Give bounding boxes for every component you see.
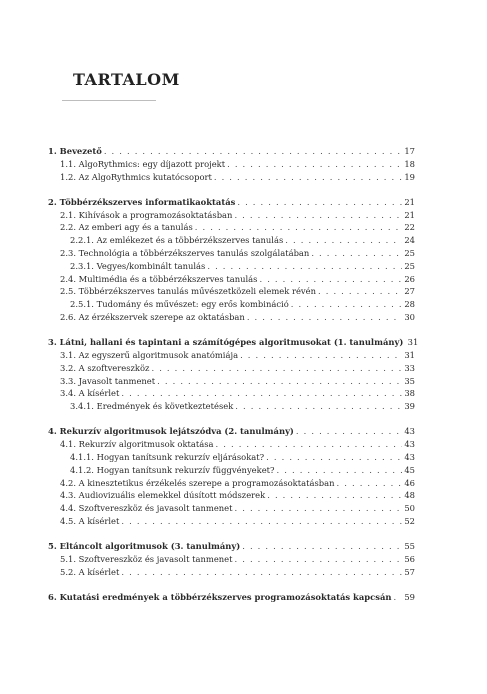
dot-leader xyxy=(157,375,402,388)
toc-subsection-entry[interactable] xyxy=(48,451,415,464)
toc-page-number: 31 xyxy=(404,349,415,360)
dot-leader xyxy=(237,196,402,209)
dot-leader xyxy=(240,349,402,362)
dot-leader xyxy=(311,247,402,260)
toc-page-number: 59 xyxy=(404,591,415,602)
dot-leader xyxy=(285,234,402,247)
toc-chapter-entry[interactable] xyxy=(48,196,415,209)
toc-page-number: 55 xyxy=(404,541,415,552)
dot-leader xyxy=(121,515,402,528)
dot-leader xyxy=(104,145,402,158)
toc-chapter-group xyxy=(48,145,415,183)
toc-page-number: 28 xyxy=(404,299,415,310)
toc-entry-label: 2.3.1. Vegyes/kombinált tanulás xyxy=(70,260,206,271)
toc-page-number: 43 xyxy=(404,439,415,450)
toc-chapter-group xyxy=(48,591,415,604)
toc-page-number: 25 xyxy=(404,247,415,258)
toc-page-number: 43 xyxy=(404,451,415,462)
toc-page-number: 39 xyxy=(404,401,415,412)
dot-leader xyxy=(235,553,403,566)
toc-section-entry[interactable] xyxy=(48,171,415,184)
toc-page-number: 25 xyxy=(404,260,415,271)
dot-leader xyxy=(318,285,402,298)
dot-leader xyxy=(242,540,402,553)
toc-page-number: 56 xyxy=(404,553,415,564)
toc-entry-label: 4.1.2. Hogyan tanítsunk rekurzív függvényeket? xyxy=(70,464,275,475)
toc-page-number: 17 xyxy=(404,146,415,156)
dot-leader xyxy=(267,489,402,502)
toc-section-entry[interactable] xyxy=(48,375,415,388)
toc-page-number: 21 xyxy=(404,209,415,220)
dot-leader xyxy=(266,451,402,464)
dot-leader xyxy=(235,400,402,413)
toc-subsection-entry[interactable] xyxy=(48,400,415,413)
dot-leader xyxy=(393,591,402,604)
page-title: TARTALOM xyxy=(73,70,180,89)
toc-chapter-group xyxy=(48,425,415,527)
toc-section-entry[interactable] xyxy=(48,247,415,260)
toc-section-entry[interactable] xyxy=(48,553,415,566)
toc-entry-label: 4.2. A kinesztetikus érzékelés szerepe a programozásoktatásban xyxy=(60,477,335,488)
toc-page-number: 27 xyxy=(404,286,415,297)
toc-entry-label: 2. Többérzékszerves informatikaoktatás xyxy=(48,196,236,207)
toc-page-number: 48 xyxy=(404,490,415,501)
toc-chapter-group xyxy=(48,540,415,578)
toc-page-number: 43 xyxy=(404,426,415,437)
toc-entry-label: 2.3. Technológia a többérzékszerves tanulás szolgálatában xyxy=(60,247,310,258)
toc-section-entry[interactable] xyxy=(48,311,415,324)
dot-leader xyxy=(234,209,402,222)
toc-subsection-entry[interactable] xyxy=(48,234,415,247)
toc-section-entry[interactable] xyxy=(48,158,415,171)
toc-entry-label: 4.5. A kísérlet xyxy=(60,515,120,526)
toc-entry-label: 3.1. Az egyszerű algoritmusok anatómiája xyxy=(60,349,239,360)
toc-entry-label: 2.6. Az érzékszervek szerepe az oktatásban xyxy=(60,311,245,322)
dot-leader xyxy=(235,502,403,515)
toc-entry-label: 1.2. Az AlgoRythmics kutatócsoport xyxy=(60,171,212,182)
toc-page-number: 26 xyxy=(404,273,415,284)
dot-leader xyxy=(259,273,402,286)
toc-entry-label: 4.3. Audiovizuális elemekkel dúsított módszerek xyxy=(60,490,266,501)
toc-entry-label: 3.2. A szoftvereszköz xyxy=(60,362,150,373)
toc-section-entry[interactable] xyxy=(48,387,415,400)
toc-subsection-entry[interactable] xyxy=(48,298,415,311)
toc-section-entry[interactable] xyxy=(48,362,415,375)
dot-leader xyxy=(214,171,402,184)
toc-entry-label: 2.2.1. Az emlékezet és a többérzékszerves tanulás xyxy=(70,235,284,246)
dot-leader xyxy=(247,311,402,324)
toc-entry-label: 4.1.1. Hogyan tanítsunk rekurzív eljárásokat? xyxy=(70,451,265,462)
dot-leader xyxy=(195,221,402,234)
toc-entry-label: 5. Eltáncolt algoritmusok (3. tanulmány) xyxy=(48,541,241,552)
dot-leader xyxy=(151,362,402,375)
title-underline xyxy=(62,100,156,101)
toc-entry-label: 1. Bevezető xyxy=(48,146,102,156)
toc-section-entry[interactable] xyxy=(48,515,415,528)
toc-section-entry[interactable] xyxy=(48,502,415,515)
toc-page-number: 52 xyxy=(404,515,415,526)
toc-section-entry[interactable] xyxy=(48,566,415,579)
toc-entry-label: 1.1. AlgoRythmics: egy díjazott projekt xyxy=(60,158,226,169)
toc-entry-label: 3.4.1. Eredmények és következtetések xyxy=(70,401,234,412)
dot-leader xyxy=(337,477,402,490)
toc-entry-label: 5.2. A kísérlet xyxy=(60,566,120,577)
toc-page-number: 46 xyxy=(404,477,415,488)
toc-page-number: 33 xyxy=(404,362,415,373)
toc-chapter-entry[interactable] xyxy=(48,540,415,553)
toc-page-number: 21 xyxy=(404,196,415,207)
toc-section-entry[interactable] xyxy=(48,209,415,222)
toc-page-number: 19 xyxy=(404,171,415,182)
toc-entry-label: 6. Kutatási eredmények a többérzékszerves programozásoktatás kapcsán xyxy=(48,591,392,602)
toc-page-number: 35 xyxy=(404,375,415,386)
toc-entry-label: 4.1. Rekurzív algoritmusok oktatása xyxy=(60,439,214,450)
toc-subsection-entry[interactable] xyxy=(48,464,415,477)
toc-section-entry[interactable] xyxy=(48,477,415,490)
toc-chapter-entry[interactable] xyxy=(48,145,415,158)
dot-leader xyxy=(291,298,402,311)
toc-chapter-group xyxy=(48,196,415,324)
dot-leader xyxy=(277,464,402,477)
toc-entry-label: 3.3. Javasolt tanmenet xyxy=(60,375,156,386)
toc-entry-label: 4.4. Szoftvereszköz és javasolt tanmenet xyxy=(60,503,233,514)
toc-chapter-entry[interactable] xyxy=(48,336,419,349)
toc-page-number: 50 xyxy=(404,503,415,514)
toc-section-entry[interactable] xyxy=(48,438,415,451)
toc-entry-label: 4. Rekurzív algoritmusok lejátszódva (2. tanulmány) xyxy=(48,426,294,437)
toc-entry-label: 2.5.1. Tudomány és művészet: egy erős kombináció xyxy=(70,299,289,310)
toc-chapter-entry[interactable] xyxy=(48,425,415,438)
toc-section-entry[interactable] xyxy=(48,285,415,298)
toc-entry-label: 3.4. A kísérlet xyxy=(60,388,120,399)
toc-page-number: 24 xyxy=(404,235,415,246)
toc-entry-label: 2.5. Többérzékszerves tanulás művészetközeli elemek révén xyxy=(60,286,316,297)
toc-section-entry[interactable] xyxy=(48,489,415,502)
toc-entry-label: 2.4. Multimédia és a többérzékszerves tanulás xyxy=(60,273,258,284)
table-of-contents xyxy=(48,145,419,616)
toc-page-number: 38 xyxy=(404,388,415,399)
toc-chapter-entry[interactable] xyxy=(48,591,415,604)
toc-section-entry[interactable] xyxy=(48,221,415,234)
dot-leader xyxy=(296,425,402,438)
toc-page-number: 30 xyxy=(404,311,415,322)
dot-leader xyxy=(121,566,402,579)
dot-leader xyxy=(121,387,402,400)
toc-entry-label: 2.1. Kihívások a programozásoktatásban xyxy=(60,209,233,220)
toc-entry-label: 3. Látni, hallani és tapintani a számítógépes algoritmusokat (1. tanulmány) xyxy=(48,337,404,348)
dot-leader xyxy=(207,260,402,273)
toc-subsection-entry[interactable] xyxy=(48,260,415,273)
toc-entry-label: 5.1. Szoftvereszköz és javasolt tanmenet xyxy=(60,553,233,564)
toc-chapter-group xyxy=(48,336,419,413)
toc-page-number: 57 xyxy=(404,566,415,577)
toc-entry-label: 2.2. Az emberi agy és a tanulás xyxy=(60,222,193,233)
dot-leader xyxy=(216,438,402,451)
toc-page-number: 31 xyxy=(407,337,419,348)
dot-leader xyxy=(227,158,402,171)
toc-section-entry[interactable] xyxy=(48,349,415,362)
toc-page-number: 22 xyxy=(404,222,415,233)
toc-page-number: 45 xyxy=(404,464,415,475)
toc-section-entry[interactable] xyxy=(48,273,415,286)
toc-page-number: 18 xyxy=(404,158,415,169)
